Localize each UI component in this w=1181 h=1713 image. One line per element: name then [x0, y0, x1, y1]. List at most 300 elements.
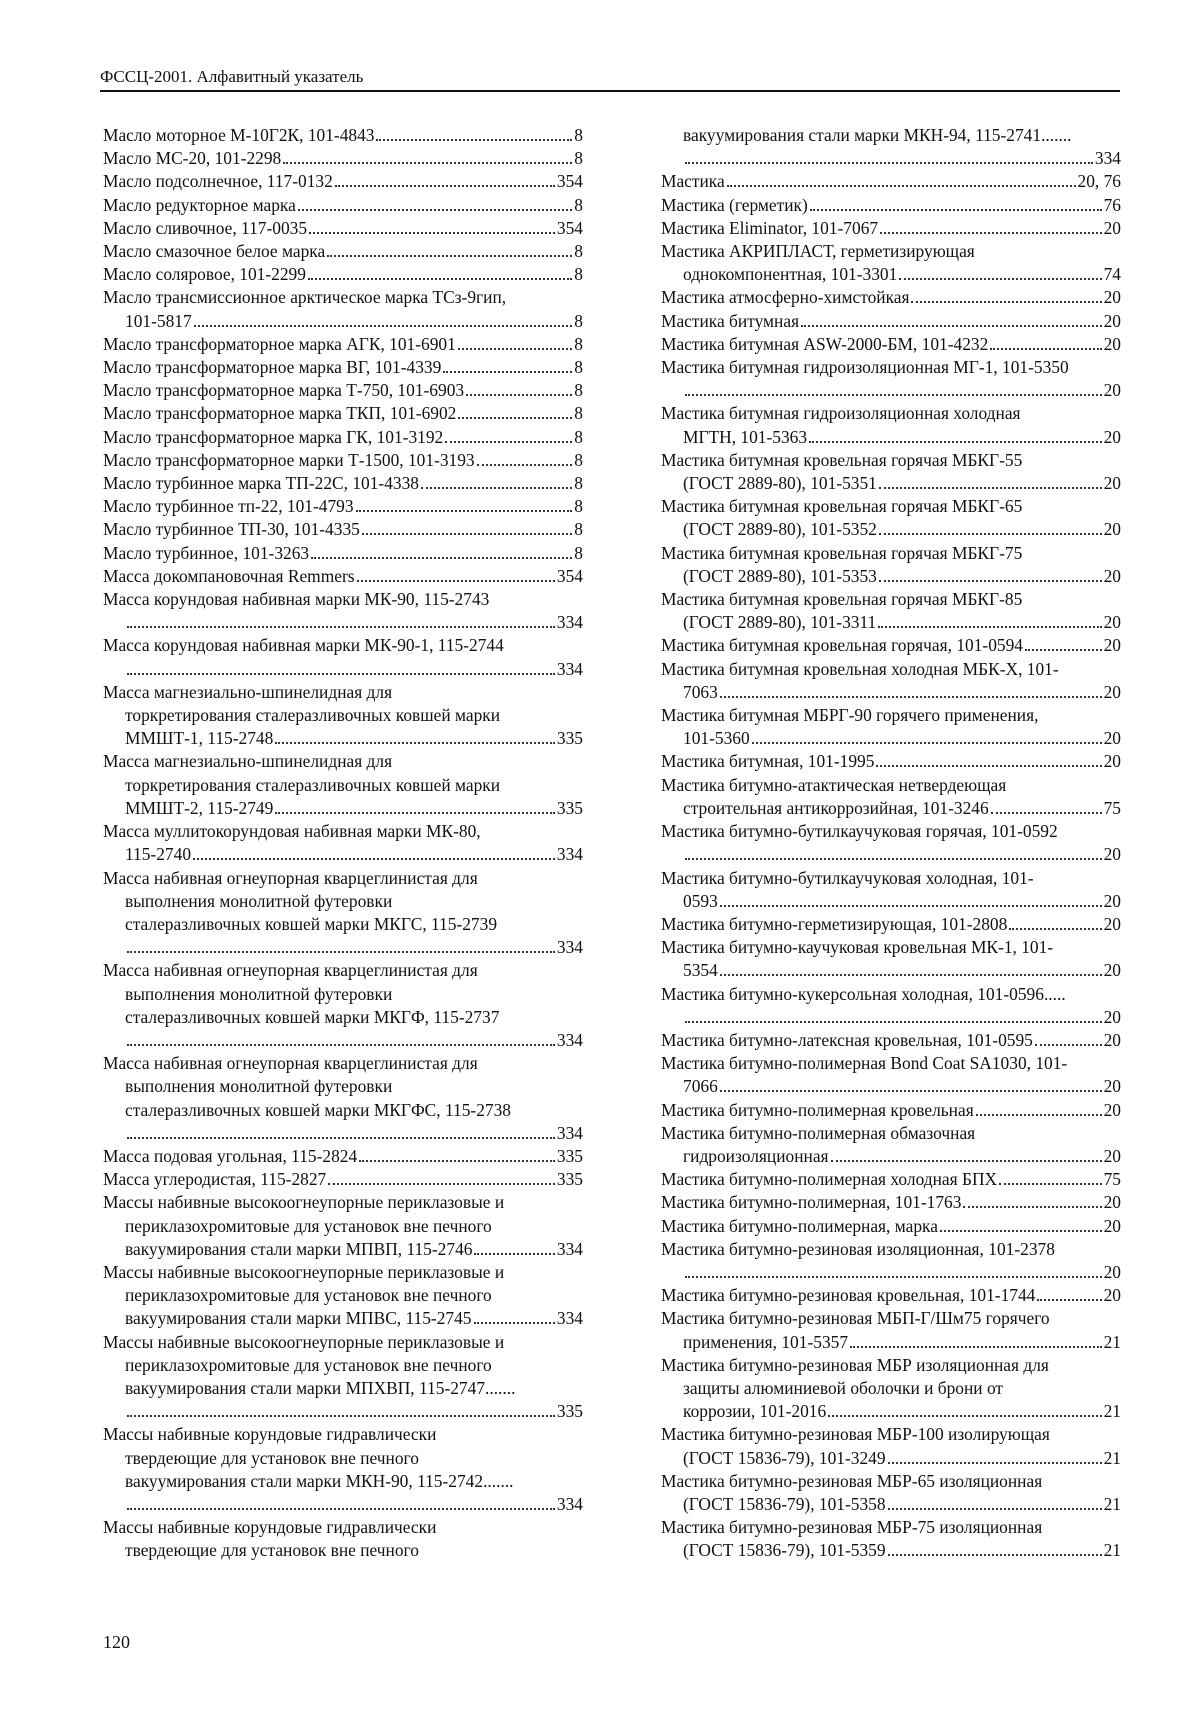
- index-entry: [103, 426, 583, 449]
- index-entry: [103, 402, 583, 425]
- dot-leader: [685, 394, 1102, 396]
- entry-text: Масса углеродистая, 115-2827: [103, 1169, 327, 1190]
- entry-line: периклазохромитовые для установок вне печного: [125, 1285, 492, 1306]
- entry-page-ref: 21: [1103, 1493, 1121, 1514]
- entry-text: ММШТ-1, 115-2748: [125, 728, 274, 749]
- entry-line: [661, 426, 1121, 449]
- index-entry: [661, 820, 1121, 866]
- entry-text: (ГОСТ 2889-80), 101-5352: [683, 519, 877, 540]
- index-entry: [661, 495, 1121, 541]
- entry-line: Мастика битумно-бутилкаучуковая холодная, 101-: [661, 867, 1034, 888]
- dot-leader: [1035, 1044, 1102, 1046]
- dot-leader: [298, 209, 572, 211]
- dot-leader: [990, 348, 1101, 350]
- entry-page-ref: 8: [574, 194, 583, 215]
- entry-text: Масло смазочное белое марка: [103, 241, 326, 262]
- entry-page-ref: 8: [574, 125, 583, 145]
- entry-text: гидроизоляционная: [683, 1145, 829, 1166]
- entry-line: Мастика битумная МБРГ-90 горячего применения,: [661, 705, 1039, 726]
- index-entry: [661, 1122, 1121, 1168]
- entry-line: [103, 472, 583, 495]
- dot-leader: [421, 487, 572, 489]
- entry-line: [103, 843, 583, 866]
- entry-line: Мастика битумно-полимерная обмазочная: [661, 1122, 976, 1143]
- entry-line: торкретирования сталеразливочных ковшей марки: [125, 705, 501, 726]
- entry-page-ref: 334: [556, 1493, 583, 1514]
- index-entry: [103, 1052, 583, 1145]
- entry-line: [103, 727, 583, 750]
- dot-leader: [458, 348, 573, 350]
- entry-page-ref: 335: [556, 1169, 583, 1190]
- entry-text: Мастика битумная: [661, 310, 800, 331]
- dot-leader: [911, 301, 1101, 303]
- entry-page-ref: 335: [556, 797, 583, 818]
- entry-text: Масло моторное М-10Г2К, 101-4843: [103, 125, 375, 145]
- entry-line: [661, 518, 1121, 541]
- entry-page-ref: 20: [1103, 890, 1121, 911]
- entry-line: [103, 518, 583, 541]
- dot-leader: [127, 1137, 555, 1139]
- entry-page-ref: 335: [556, 1401, 583, 1422]
- index-entry: [661, 1168, 1121, 1191]
- index-entry: [661, 658, 1121, 704]
- index-entry: [661, 983, 1121, 1029]
- entry-line: [103, 936, 583, 959]
- index-entry: [661, 750, 1121, 773]
- entry-line: периклазохромитовые для установок вне печного: [125, 1354, 492, 1375]
- entry-page-ref: 8: [574, 403, 583, 424]
- entry-line: выполнения монолитной футеровки: [125, 890, 393, 911]
- index-entry: [661, 588, 1121, 634]
- entry-page-ref: 8: [574, 380, 583, 401]
- entry-text: (ГОСТ 2889-80), 101-3311: [683, 612, 877, 633]
- entry-page-ref: 8: [574, 357, 583, 378]
- entry-text: (ГОСТ 15836-79), 101-5358: [683, 1493, 886, 1514]
- entry-line: [661, 217, 1121, 240]
- entry-line: [103, 217, 583, 240]
- index-entry: [661, 1423, 1121, 1469]
- index-entry: [103, 217, 583, 240]
- entry-text: Мастика битумно-полимерная кровельная: [661, 1099, 974, 1120]
- entry-line: Мастика битумная кровельная горячая МБКГ-55: [661, 449, 1023, 470]
- dot-leader: [335, 185, 555, 187]
- entry-line: Массы набивные корундовые гидравлически: [103, 1517, 437, 1538]
- entry-page-ref: 21: [1103, 1540, 1121, 1561]
- entry-text: Масло трансформаторное марки Т-1500, 101-3193: [103, 449, 475, 470]
- index-entry: [103, 286, 583, 332]
- entry-page-ref: 20: [1103, 473, 1121, 494]
- entry-line: [103, 495, 583, 518]
- entry-text: (ГОСТ 2889-80), 101-5351: [683, 473, 877, 494]
- dot-leader: [127, 951, 555, 953]
- entry-line: Мастика битумная гидроизоляционная МГ-1, 101-5350: [661, 357, 1069, 378]
- entry-line: Масса корундовая набивная марки МК-90, 115-2743: [103, 589, 490, 610]
- entry-page-ref: 354: [556, 217, 583, 238]
- entry-line: [661, 1191, 1121, 1214]
- index-column-left: [103, 124, 583, 1563]
- entry-line: сталеразливочных ковшей марки МКГС, 115-2739: [125, 913, 498, 934]
- dot-leader: [720, 696, 1102, 698]
- entry-line: [661, 1261, 1121, 1284]
- entry-page-ref: 75: [1103, 797, 1121, 818]
- dot-leader: [720, 905, 1102, 907]
- entry-line: [103, 1122, 583, 1145]
- index-entry: [661, 1099, 1121, 1122]
- entry-line: [661, 1400, 1121, 1423]
- dot-leader: [194, 325, 573, 327]
- index-entry: [661, 310, 1121, 333]
- entry-text: 7066: [683, 1076, 718, 1097]
- entry-line: [661, 750, 1121, 773]
- entry-line: Мастика битумная кровельная горячая МБКГ-85: [661, 589, 1023, 610]
- entry-line: Мастика битумно-бутилкаучуковая горячая, 101-0592: [661, 821, 1058, 842]
- header-title: ФССЦ-2001. Алфавитный указатель: [100, 67, 364, 86]
- entry-line: [661, 1006, 1121, 1029]
- dot-leader: [801, 325, 1102, 327]
- dot-leader: [876, 765, 1101, 767]
- dot-leader: [474, 1322, 555, 1324]
- entry-text: Масло трансформаторное марка ГК, 101-3192: [103, 426, 444, 447]
- entry-text: (ГОСТ 15836-79), 101-3249: [683, 1447, 886, 1468]
- entry-page-ref: 334: [1094, 148, 1121, 169]
- dot-leader: [879, 533, 1102, 535]
- index-entry: [103, 495, 583, 518]
- index-entry: [103, 1261, 583, 1331]
- entry-page-ref: 20: [1103, 333, 1121, 354]
- entry-line: выполнения монолитной футеровки: [125, 983, 393, 1004]
- dot-leader: [445, 441, 572, 443]
- entry-text: Мастика битумно-полимерная, 101-1763: [661, 1192, 962, 1213]
- dot-leader: [720, 1090, 1102, 1092]
- page-header: [100, 66, 1120, 92]
- index-entry: [661, 1354, 1121, 1424]
- entry-text: 7063: [683, 681, 718, 702]
- entry-line: [661, 634, 1121, 657]
- entry-text: строительная антикоррозийная, 101-3246: [683, 797, 989, 818]
- dot-leader: [809, 441, 1102, 443]
- entry-page-ref: 334: [556, 844, 583, 865]
- entry-page-ref: 20: [1103, 844, 1121, 865]
- index-entry: [103, 1191, 583, 1261]
- dot-leader: [356, 510, 573, 512]
- index-entry: [661, 402, 1121, 448]
- entry-line: [103, 240, 583, 263]
- index-entry: [103, 959, 583, 1052]
- entry-text: МГТН, 101-5363: [683, 426, 808, 447]
- entry-line: [661, 286, 1121, 309]
- entry-line: Мастика битумная кровельная горячая МБКГ-65: [661, 496, 1023, 517]
- entry-line: [661, 333, 1121, 356]
- dot-leader: [888, 1508, 1102, 1510]
- entry-text: Мастика битумно-полимерная холодная БПХ: [661, 1169, 998, 1190]
- entry-line: [103, 170, 583, 193]
- index-entry: [103, 565, 583, 588]
- dot-leader: [357, 580, 555, 582]
- entry-text: 0593: [683, 890, 718, 911]
- entry-line: [103, 379, 583, 402]
- entry-text: Масло трансформаторное марка ВГ, 101-4339: [103, 357, 442, 378]
- index-entry: [661, 1516, 1121, 1562]
- entry-text: Масло турбинное тп-22, 101-4793: [103, 496, 354, 517]
- entry-line: [661, 263, 1121, 286]
- index-entry: [103, 147, 583, 170]
- entry-page-ref: 20: [1103, 1285, 1121, 1306]
- index-entry: [661, 240, 1121, 286]
- entry-line: Мастика битумно-кукерсольная холодная, 101-0596.....: [661, 983, 1066, 1004]
- entry-line: [103, 124, 583, 147]
- entry-line: сталеразливочных ковшей марки МКГФ, 115-2737: [125, 1006, 500, 1027]
- entry-line: [661, 681, 1121, 704]
- entry-page-ref: 354: [556, 565, 583, 586]
- entry-line: твердеющие для установок вне печного: [125, 1540, 419, 1561]
- entry-line: [103, 1145, 583, 1168]
- dot-leader: [328, 1183, 555, 1185]
- entry-line: Мастика битумно-резиновая МБР-75 изоляционная: [661, 1517, 1043, 1538]
- entry-line: [661, 1099, 1121, 1122]
- entry-text: Масло турбинное ТП-30, 101-4335: [103, 519, 360, 540]
- entry-page-ref: 8: [574, 310, 583, 331]
- entry-line: Мастика битумно-резиновая МБР изоляционная для: [661, 1354, 1049, 1375]
- entry-text: Масло редукторное марка: [103, 194, 296, 215]
- index-entry: [661, 913, 1121, 936]
- dot-leader: [127, 1508, 555, 1510]
- entry-line: Мастика битумно-резиновая МБР-65 изоляционная: [661, 1470, 1043, 1491]
- entry-text: коррозии, 101-2016: [683, 1401, 827, 1422]
- entry-text: Мастика битумная, 101-1995: [661, 751, 875, 772]
- dot-leader: [685, 1021, 1102, 1023]
- entry-page-ref: 20: [1103, 728, 1121, 749]
- entry-line: Мастика битумно-каучуковая кровельная МК-1, 101-: [661, 937, 1054, 958]
- entry-page-ref: 20: [1103, 426, 1121, 447]
- entry-page-ref: 20: [1103, 1192, 1121, 1213]
- entry-line: [661, 913, 1121, 936]
- entry-line: [661, 1168, 1121, 1191]
- entry-text: вакуумирования стали марки МПВС, 115-2745: [125, 1308, 472, 1329]
- entry-text: Масса докомпановочная Remmers: [103, 565, 355, 586]
- entry-line: [103, 542, 583, 565]
- dot-leader: [999, 1183, 1102, 1185]
- entry-line: Мастика битумно-резиновая МБП-Г/Шм75 горячего: [661, 1308, 1050, 1329]
- entry-line: Мастика битумно-резиновая МБР-100 изолирующая: [661, 1424, 1050, 1445]
- index-entry: [103, 588, 583, 634]
- index-entry: [661, 774, 1121, 820]
- index-entry: [661, 217, 1121, 240]
- entry-page-ref: 8: [574, 519, 583, 540]
- index-entry: [103, 449, 583, 472]
- entry-text: Мастика битумно-полимерная, марка: [661, 1215, 938, 1236]
- entry-text: Мастика: [661, 171, 725, 192]
- dot-leader: [127, 673, 555, 675]
- entry-text: применения, 101-5357: [683, 1331, 849, 1352]
- index-entry: [661, 333, 1121, 356]
- entry-line: Масса набивная огнеупорная кварцеглинистая для: [103, 960, 478, 981]
- entry-page-ref: 20: [1103, 960, 1121, 981]
- entry-text: Масло турбинное, 101-3263: [103, 542, 310, 563]
- entry-line: Массы набивные корундовые гидравлически: [103, 1424, 437, 1445]
- entry-line: Мастика битумная кровельная горячая МБКГ-75: [661, 542, 1023, 563]
- entry-line: вакуумирования стали марки МКН-94, 115-2741.......: [683, 125, 1072, 145]
- entry-line: вакуумирования стали марки МКН-90, 115-2742.......: [125, 1470, 514, 1491]
- index-entry: [661, 170, 1121, 193]
- entry-line: торкретирования сталеразливочных ковшей марки: [125, 774, 501, 795]
- dot-leader: [127, 626, 555, 628]
- entry-page-ref: 8: [574, 473, 583, 494]
- entry-line: [103, 1168, 583, 1191]
- entry-text: Мастика (герметик): [661, 194, 808, 215]
- entry-page-ref: 335: [556, 728, 583, 749]
- entry-page-ref: 20: [1103, 1029, 1121, 1050]
- entry-text: однокомпонентная, 101-3301: [683, 264, 898, 285]
- entry-line: [661, 310, 1121, 333]
- dot-leader: [828, 1415, 1101, 1417]
- entry-line: твердеющие для установок вне печного: [125, 1447, 419, 1468]
- dot-leader: [685, 858, 1102, 860]
- index-entry: [103, 1516, 583, 1562]
- dot-leader: [1009, 928, 1101, 930]
- index-entry: [103, 634, 583, 680]
- entry-text: 101-5817: [125, 310, 192, 331]
- entry-line: [103, 658, 583, 681]
- index-entry: [661, 1029, 1121, 1052]
- index-entry: [103, 750, 583, 820]
- entry-text: ММШТ-2, 115-2749: [125, 797, 274, 818]
- entry-line: Мастика битумная кровельная холодная МБК-Х, 101-: [661, 658, 1059, 679]
- index-entry: [661, 1470, 1121, 1516]
- index-entry: [103, 518, 583, 541]
- entry-page-ref: 8: [574, 241, 583, 262]
- entry-line: выполнения монолитной футеровки: [125, 1076, 393, 1097]
- dot-leader: [362, 533, 572, 535]
- dot-leader: [127, 1044, 555, 1046]
- dot-leader: [888, 1554, 1102, 1556]
- entry-text: Мастика битумно-резиновая кровельная, 101-1744: [661, 1285, 1036, 1306]
- dot-leader: [308, 278, 572, 280]
- index-entry: [661, 1307, 1121, 1353]
- entry-line: [103, 1493, 583, 1516]
- dot-leader: [685, 1276, 1102, 1278]
- index-entry: [661, 936, 1121, 982]
- entry-text: Масло трансформаторное марка Т-750, 101-6903: [103, 380, 465, 401]
- entry-page-ref: 334: [556, 1029, 583, 1050]
- dot-leader: [879, 487, 1102, 489]
- entry-line: [661, 379, 1121, 402]
- entry-line: Массы набивные высокоогнеупорные периклазовые и: [103, 1331, 505, 1352]
- entry-page-ref: 76: [1103, 194, 1121, 215]
- entry-line: [103, 1238, 583, 1261]
- entry-text: Мастика Eliminator, 101-7067: [661, 217, 879, 238]
- entry-line: сталеразливочных ковшей марки МКГФС, 115-2738: [125, 1099, 511, 1120]
- entry-text: Мастика битумно-латексная кровельная, 101-0595: [661, 1029, 1033, 1050]
- dot-leader: [940, 1230, 1102, 1232]
- entry-line: [661, 890, 1121, 913]
- entry-line: Мастика битумно-полимерная Bond Coat SA1030, 101-: [661, 1053, 1068, 1074]
- entry-page-ref: 20, 76: [1077, 171, 1121, 192]
- entry-text: Масса подовая угольная, 115-2824: [103, 1145, 358, 1166]
- entry-line: [661, 472, 1121, 495]
- dot-leader: [831, 1160, 1102, 1162]
- dot-leader: [275, 742, 555, 744]
- entry-page-ref: 20: [1103, 287, 1121, 308]
- dot-leader: [327, 255, 572, 257]
- entry-page-ref: 334: [556, 612, 583, 633]
- index-entry: [661, 1284, 1121, 1307]
- entry-text: (ГОСТ 2889-80), 101-5353: [683, 565, 877, 586]
- index-entry: [103, 124, 583, 147]
- entry-text: Масло соляровое, 101-2299: [103, 264, 306, 285]
- index-entry: [103, 820, 583, 866]
- entry-line: [661, 194, 1121, 217]
- entry-text: Мастика битумно-герметизирующая, 101-2808: [661, 913, 1008, 934]
- entry-page-ref: 20: [1103, 380, 1121, 401]
- entry-line: [103, 426, 583, 449]
- entry-line: [661, 1331, 1121, 1354]
- entry-line: Мастика АКРИПЛАСТ, герметизирующая: [661, 241, 975, 262]
- dot-leader: [1025, 649, 1102, 651]
- entry-line: [661, 1029, 1121, 1052]
- entry-page-ref: 335: [556, 1145, 583, 1166]
- entry-line: [103, 310, 583, 333]
- entry-line: [103, 356, 583, 379]
- entry-line: [661, 147, 1121, 170]
- entry-line: [661, 1539, 1121, 1562]
- entry-page-ref: 334: [556, 937, 583, 958]
- entry-line: Масса магнезиально-шпинелидная для: [103, 681, 393, 702]
- entry-page-ref: 8: [574, 426, 583, 447]
- entry-line: Масса набивная огнеупорная кварцеглинистая для: [103, 1053, 478, 1074]
- entry-page-ref: 8: [574, 542, 583, 563]
- entry-page-ref: 20: [1103, 751, 1121, 772]
- index-entry: [661, 542, 1121, 588]
- entry-line: Мастика битумно-резиновая изоляционная, 101-2378: [661, 1238, 1055, 1259]
- entry-line: [661, 611, 1121, 634]
- entry-page-ref: 75: [1103, 1169, 1121, 1190]
- entry-page-ref: 8: [574, 449, 583, 470]
- entry-line: защиты алюминиевой оболочки и брони от: [683, 1377, 1004, 1398]
- entry-line: Масса корундовая набивная марки МК-90-1, 115-2744: [103, 635, 504, 656]
- index-entry: [103, 1331, 583, 1424]
- entry-text: Масло подсолнечное, 117-0132: [103, 171, 333, 192]
- entry-page-ref: 20: [1103, 1145, 1121, 1166]
- entry-line: [103, 1400, 583, 1423]
- entry-page-ref: 21: [1103, 1331, 1121, 1352]
- entry-page-ref: 20: [1103, 635, 1121, 656]
- dot-leader: [850, 1346, 1102, 1348]
- entry-page-ref: 354: [556, 171, 583, 192]
- entry-page-ref: 20: [1103, 1006, 1121, 1027]
- entry-page-ref: 8: [574, 264, 583, 285]
- entry-page-ref: 334: [556, 1308, 583, 1329]
- index-entry: [661, 1238, 1121, 1284]
- entry-line: [103, 1029, 583, 1052]
- entry-page-ref: 20: [1103, 1076, 1121, 1097]
- entry-line: [103, 565, 583, 588]
- entry-page-ref: 8: [574, 333, 583, 354]
- index-entry: [661, 286, 1121, 309]
- dot-leader: [727, 185, 1076, 187]
- entry-page-ref: 20: [1103, 310, 1121, 331]
- entry-page-ref: 21: [1103, 1401, 1121, 1422]
- entry-line: [103, 147, 583, 170]
- entry-line: [103, 611, 583, 634]
- dot-leader: [991, 812, 1102, 814]
- entry-page-ref: 21: [1103, 1447, 1121, 1468]
- entry-line: Масса муллитокорундовая набивная марки МК-80,: [103, 821, 481, 842]
- dot-leader: [359, 1160, 555, 1162]
- index-entry: [103, 542, 583, 565]
- entry-line: [661, 170, 1121, 193]
- dot-leader: [888, 1462, 1102, 1464]
- entry-line: [103, 449, 583, 472]
